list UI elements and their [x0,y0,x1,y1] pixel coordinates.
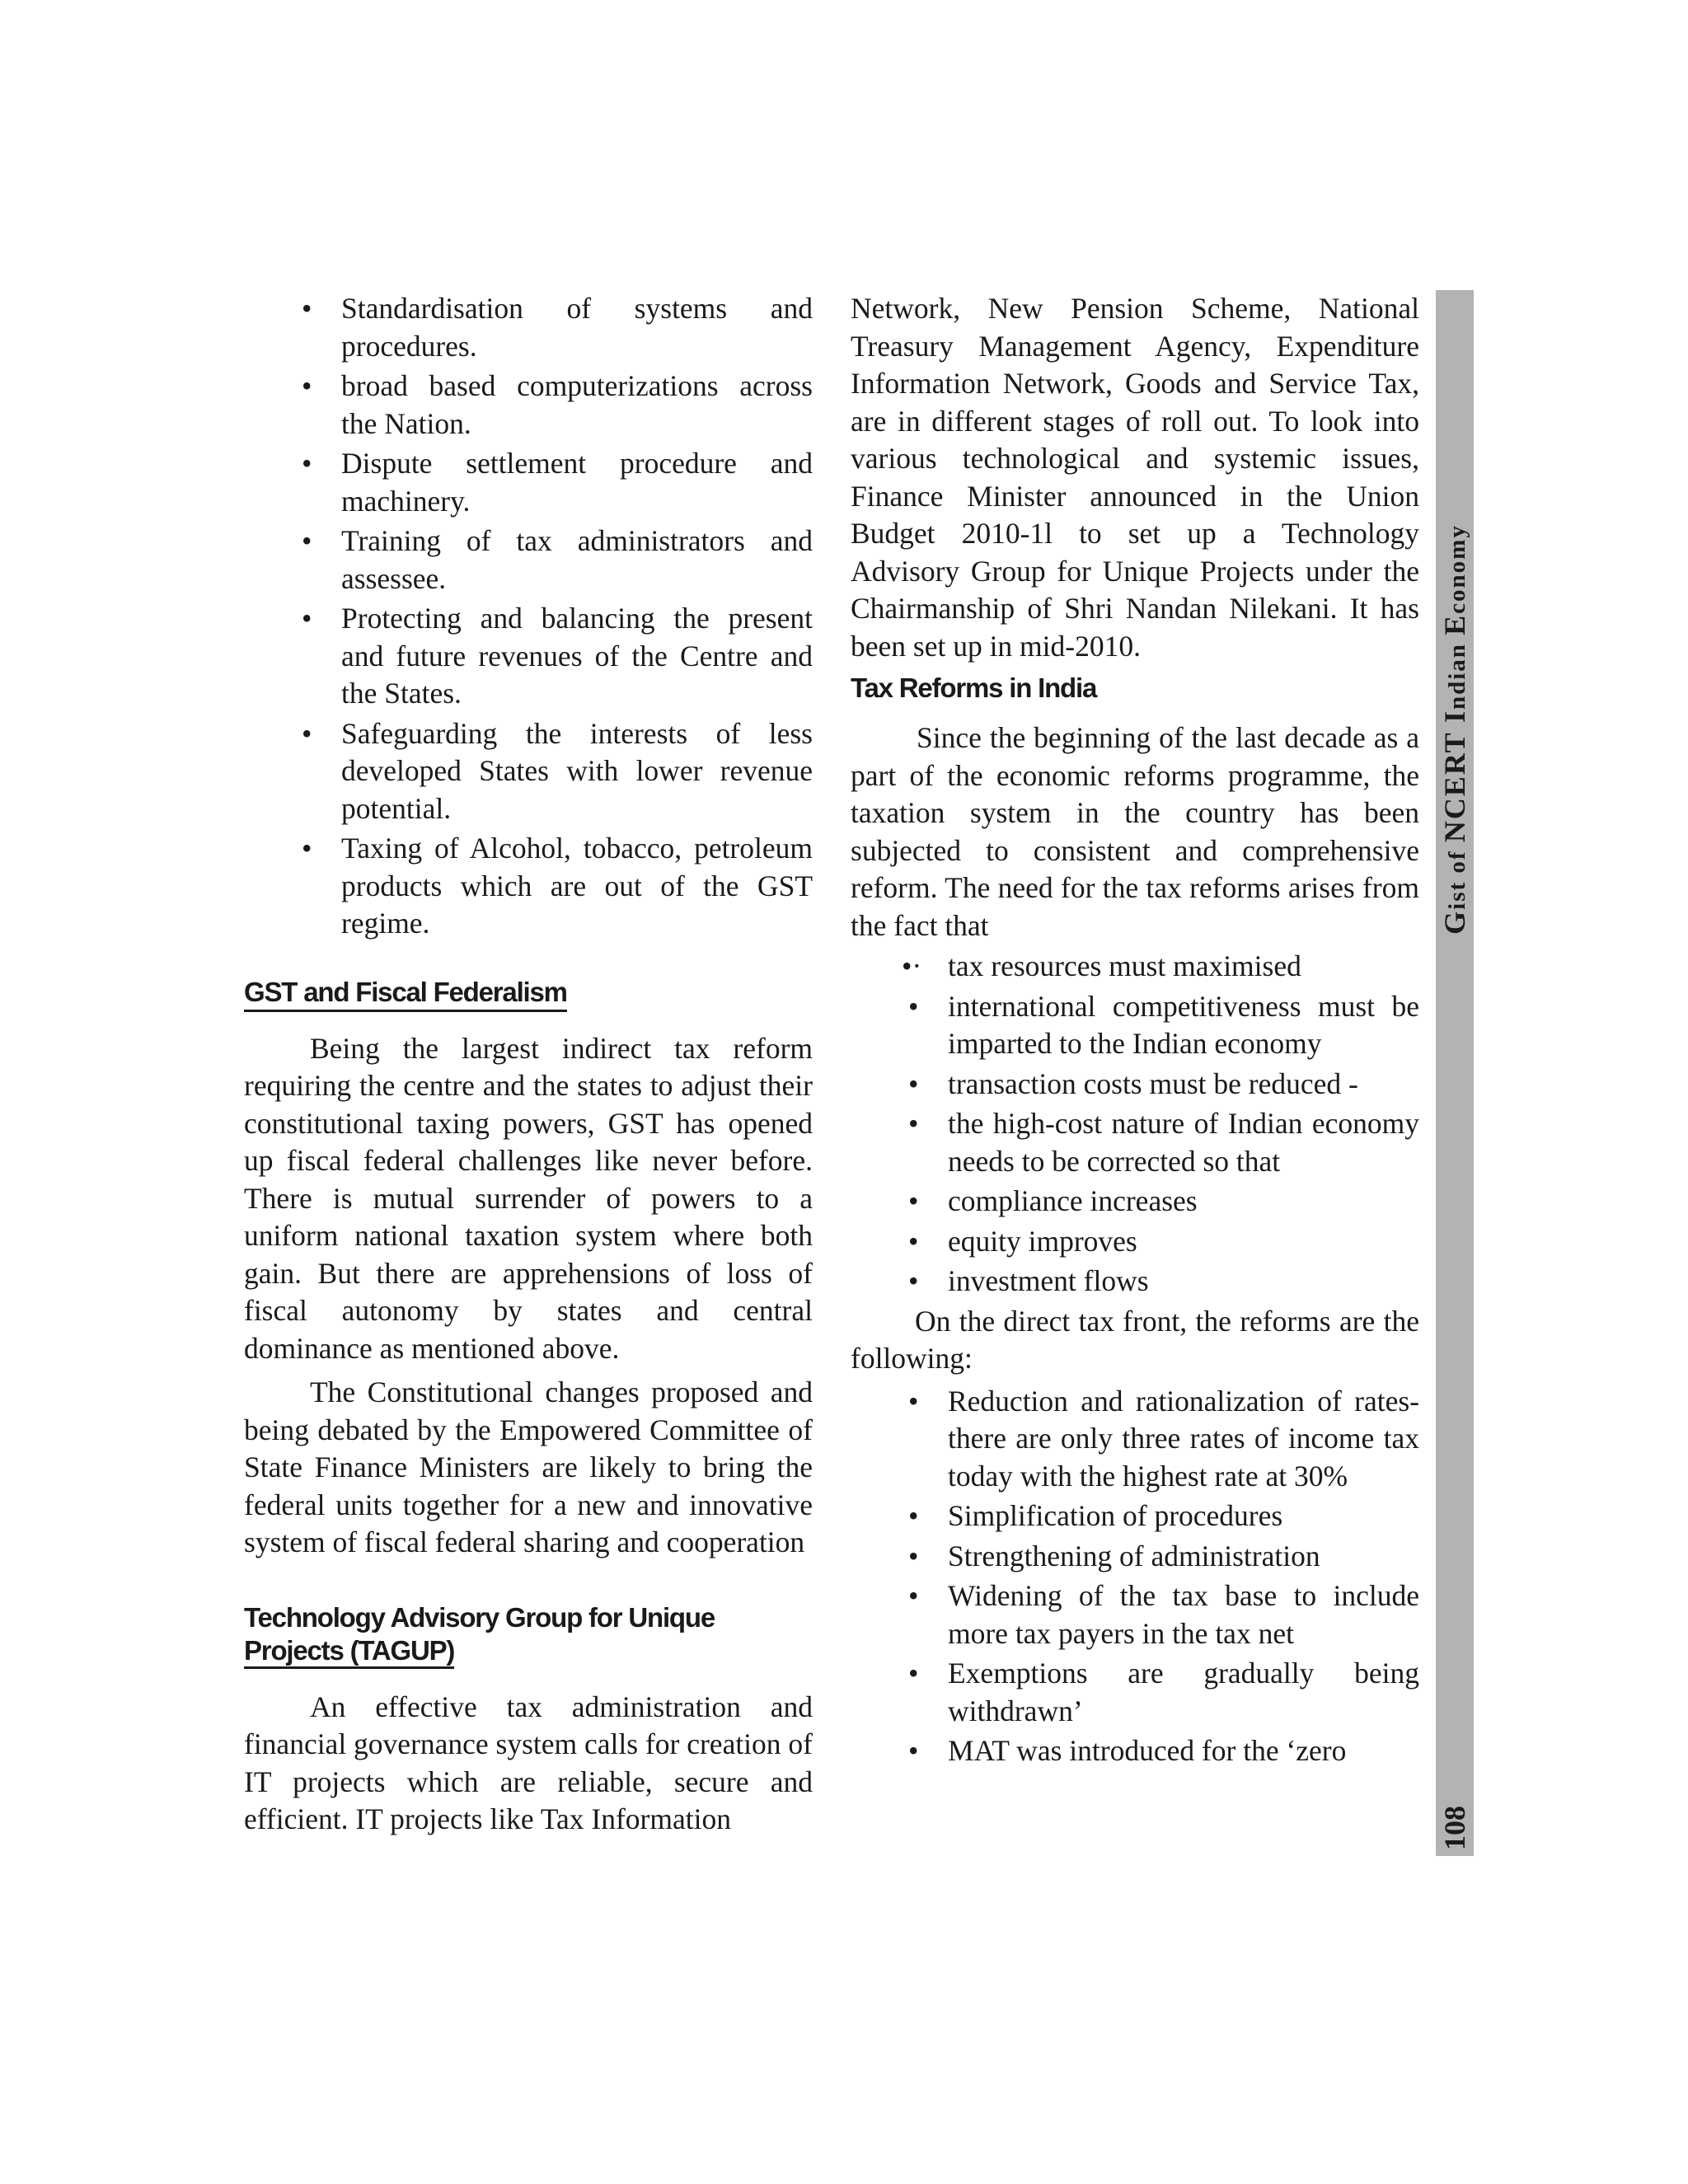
list-item: • Dispute settlement procedure and machinery. [244,445,813,520]
heading-tax-reforms-in-india: Tax Reforms in India [851,673,1097,703]
paragraph: Being the largest indirect tax reform requiring the centre and the states to adjust their constitutional taxing powers, GST has opened up fiscal federal challenges like never before. There is mutual surrender of powers to a uniform national taxation system where both gain. But there are apprehensions of loss of fiscal autonomy by states and central dominance as mentioned above. [244,1031,813,1365]
list-item: • transaction costs must be reduced - [851,1066,1419,1104]
heading-gst-fiscal-federalism: GST and Fiscal Federalism [244,976,813,1012]
right-column [851,290,1419,1773]
paragraph: Network, New Pension Scheme, National Treasury Management Agency, Expenditure Information Network, Goods and Service Tax, are in different stages of roll out. To look into various technological and systemic issues, Finance Minister announced in the Union Budget 2010-1l to set up a Technology Advisory Group for Unique Projects under the Chairmanship of Shri Nandan Nilekani. It has been set up in mid-2010. [851,292,1419,663]
paragraph: Since the beginning of the last decade as a part of the economic reforms programme, the taxation system in the country has been subjected to consistent and comprehensive reform. The need for the tax reforms arises from the fact that [851,721,1419,942]
list-item: • Strengthening of administration [851,1538,1419,1576]
list-item: • Training of tax administrators and assessee. [244,523,813,598]
list-item: • Taxing of Alcohol, tobacco, petroleum products which are out of the GST regime. [244,830,813,943]
list-item: • Exemptions are gradually being withdrawn’ [851,1655,1419,1730]
list-item: • investment flows [851,1263,1419,1301]
paragraph: On the direct tax front, the reforms are the following: [851,1304,1419,1375]
list-item: • international competitiveness must be imparted to the Indian economy [851,988,1419,1063]
left-column [244,290,813,1839]
list-item: • Standardisation of systems and procedures. [244,290,813,365]
heading-tagup: Technology Advisory Group for Unique Projects (TAGUP) [244,1601,813,1667]
list-item: • MAT was introduced for the ‘zero [851,1732,1419,1770]
page-number: 108 [1438,1806,1471,1850]
paragraph: The Constitutional changes proposed and being debated by the Empowered Committee of State Finance Ministers are likely to bring the federal units together for a new and innovative system of fiscal federal sharing and cooperation [244,1376,813,1558]
paragraph: An effective tax administration and financial governance system calls for creation of IT projects which are reliable, secure and efficient. IT projects like Tax Information [244,1690,813,1835]
list-item: • Simplification of procedures [851,1497,1419,1535]
reform-needs-list [851,948,1419,1301]
list-item: • Protecting and balancing the present and future revenues of the Centre and the States. [244,600,813,713]
gst-measures-list [244,290,813,943]
running-title: Gist of NCERT Indian Economy [1438,524,1471,935]
list-item: • Reduction and rationalization of rates- there are only three rates of income tax today with the highest rate at 30% [851,1383,1419,1496]
list-item: • Widening of the tax base to include more tax payers in the tax net [851,1577,1419,1652]
list-item: • compliance increases [851,1183,1419,1221]
direct-tax-reforms-list [851,1383,1419,1770]
list-item: • broad based computerizations across the Nation. [244,368,813,443]
list-item: •· tax resources must maximised [851,948,1419,986]
list-item: • the high-cost nature of Indian economy needs to be corrected so that [851,1105,1419,1180]
list-item: • equity improves [851,1223,1419,1261]
list-item: • Safeguarding the interests of less developed States with lower revenue potential. [244,715,813,828]
